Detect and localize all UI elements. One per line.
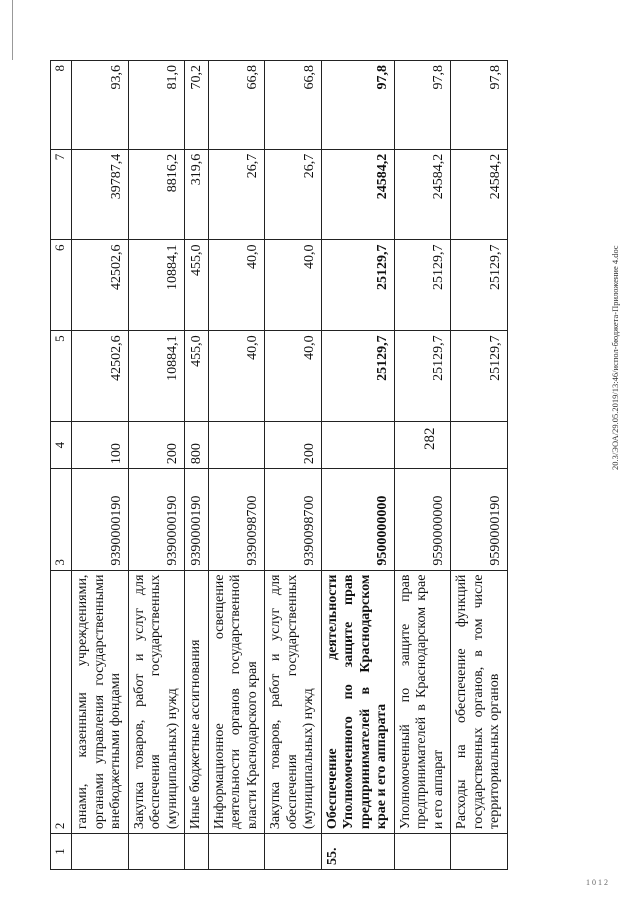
row-vr [451,422,508,469]
row-value-8: 66,8 [265,61,322,150]
col-header-5: 5 [51,331,72,422]
row-number [208,834,265,870]
col-header-6: 6 [51,240,72,331]
row-vr: 100 [72,422,129,469]
row-name: Закупка товаров, работ и услуг для обеспечения государственных (муниципальных) нужд [265,570,322,834]
footer-path: 20.3/ЭОА/29.05.2019/13:46/испол-бюджета-Приложение 4.doc [610,245,620,470]
table-row [185,61,209,870]
row-value-7: 26,7 [208,149,265,240]
row-vr: 800 [185,422,209,469]
scan-mark: 1 0 1 2 [586,878,608,887]
row-value-5: 40,0 [265,331,322,422]
row-vr: 200 [265,422,322,469]
row-number [72,834,129,870]
row-vr [321,422,394,469]
row-value-7: 319,6 [185,149,209,240]
page-number: 282 [422,427,438,450]
row-value-7: 26,7 [265,149,322,240]
row-number [128,834,185,870]
row-value-8: 66,8 [208,61,265,150]
table-row [208,61,265,870]
row-code: 9500000000 [321,469,394,570]
row-code: 9590000190 [451,469,508,570]
row-value-6: 40,0 [265,240,322,331]
row-value-6: 40,0 [208,240,265,331]
row-code: 9390098700 [265,469,322,570]
row-value-6: 455,0 [185,240,209,331]
row-value-7: 8816,2 [128,149,185,240]
col-header-2: 2 [51,570,72,834]
table-row [72,61,129,870]
row-value-6: 10884,1 [128,240,185,331]
header-row [51,61,72,870]
row-value-5: 25129,7 [321,331,394,422]
col-header-4: 4 [51,422,72,469]
row-name: Информационное освещение деятельности органов государственной власти Краснодарского края [208,570,265,834]
table-row [265,61,322,870]
table-row [321,61,394,870]
row-vr: 200 [128,422,185,469]
row-name: Расходы на обеспечение функций государственных органов, в том числе территориальных органов [451,570,508,834]
table-body [72,61,508,870]
row-code: 9390000190 [185,469,209,570]
row-value-5: 42502,6 [72,331,129,422]
row-value-6: 42502,6 [72,240,129,331]
col-header-7: 7 [51,149,72,240]
row-name: Уполномоченный по защите прав предпринимателей в Краснодарском крае и его аппарат [394,570,451,834]
row-value-8: 93,6 [72,61,129,150]
row-value-7: 24584,2 [394,149,451,240]
row-value-5: 25129,7 [451,331,508,422]
row-value-6: 25129,7 [394,240,451,331]
rotated-page [50,50,620,870]
row-value-5: 455,0 [185,331,209,422]
row-code: 9590000000 [394,469,451,570]
row-value-5: 10884,1 [128,331,185,422]
row-value-8: 81,0 [128,61,185,150]
row-code: 9390000190 [128,469,185,570]
row-value-8: 97,8 [321,61,394,150]
row-name: Закупка товаров, работ и услуг для обеспечения государственных (муниципальных) нужд [128,570,185,834]
row-value-5: 40,0 [208,331,265,422]
col-header-3: 3 [51,469,72,570]
row-value-8: 97,8 [394,61,451,150]
row-value-5: 25129,7 [394,331,451,422]
row-code: 9390098700 [208,469,265,570]
row-number [451,834,508,870]
table-row [394,61,451,870]
row-value-6: 25129,7 [451,240,508,331]
table-row [128,61,185,870]
row-name: Обеспечение деятельности Уполномоченного по защите прав предпринимателей в Краснодарском крае и его аппарата [321,570,394,834]
row-number [265,834,322,870]
row-value-7: 39787,4 [72,149,129,240]
row-vr [208,422,265,469]
table-row [451,61,508,870]
row-value-8: 97,8 [451,61,508,150]
row-value-7: 24584,2 [321,149,394,240]
row-value-7: 24584,2 [451,149,508,240]
row-name: Иные бюджетные ассигнования [185,570,209,834]
row-number [394,834,451,870]
row-value-6: 25129,7 [321,240,394,331]
budget-table [50,60,508,870]
row-code: 9390000190 [72,469,129,570]
row-number [185,834,209,870]
row-number: 55. [321,834,394,870]
scan-edge-line [12,0,13,60]
col-header-1: 1 [51,834,72,870]
row-name: ганами, казенными учреждениями, органами управления государственными внебюджетными фондами [72,570,129,834]
col-header-8: 8 [51,61,72,150]
row-value-8: 70,2 [185,61,209,150]
